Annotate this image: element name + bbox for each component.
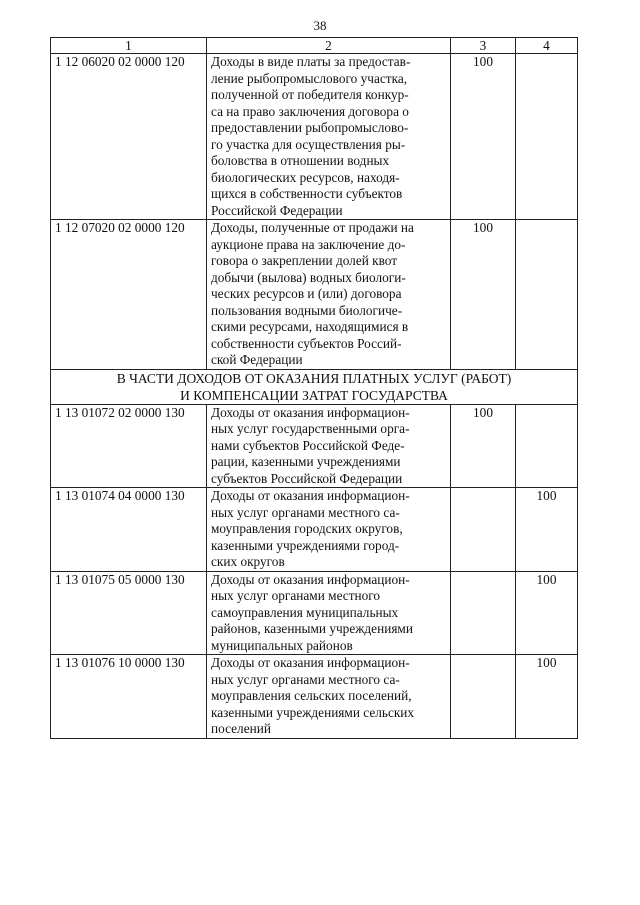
description-line: пользования водными биологиче- — [211, 302, 403, 318]
description-line: собственности субъектов Россий- — [211, 335, 402, 351]
column-3-value — [451, 488, 516, 572]
description-line: ских округов — [211, 554, 285, 569]
column-3-value: 100 — [451, 54, 516, 220]
description-line: моуправления сельских поселений, — [211, 688, 412, 703]
column-header-2: 2 — [207, 38, 451, 54]
column-header-3: 3 — [451, 38, 516, 54]
revenue-description — [207, 571, 451, 655]
description-line: казенными учреждениями город- — [211, 537, 400, 553]
description-line: ных услуг органами местного са- — [211, 504, 400, 520]
description-line: боловства в отношении водных — [211, 153, 390, 168]
description-line: субъектов Российской Федерации — [211, 470, 403, 486]
description-line: Доходы от оказания информацион- — [211, 655, 410, 670]
section-heading — [51, 369, 578, 404]
description-line: говора о закреплении долей квот — [211, 253, 398, 268]
description-line: ческих ресурсов и (или) договора — [211, 286, 402, 301]
description-line: муниципальных районов — [211, 637, 353, 653]
description-line: районов, казенными учреждениями — [211, 621, 413, 636]
description-line: скими ресурсами, находящимися в — [211, 319, 409, 334]
column-3-value: 100 — [451, 404, 516, 488]
revenue-code: 1 13 01072 02 0000 130 — [51, 404, 207, 488]
column-4-value — [516, 54, 578, 220]
column-4-value: 100 — [516, 571, 578, 655]
revenue-code: 1 13 01074 04 0000 130 — [51, 488, 207, 572]
revenue-code: 1 13 01076 10 0000 130 — [51, 655, 207, 739]
description-line: ление рыбопромыслового участка, — [211, 70, 408, 86]
description-line: ных услуг государственными орга- — [211, 421, 410, 436]
description-line: Доходы, полученные от продажи на — [211, 220, 414, 235]
revenue-description — [207, 655, 451, 739]
description-line: щихся в собственности субъектов — [211, 186, 403, 201]
description-line: го участка для осуществления ры- — [211, 136, 406, 152]
revenue-code: 1 12 07020 02 0000 120 — [51, 220, 207, 370]
column-4-value — [516, 220, 578, 370]
column-3-value — [451, 571, 516, 655]
table-row — [51, 220, 578, 370]
page-number: 38 — [313, 18, 327, 33]
description-line: поселений — [211, 721, 271, 736]
table-row — [51, 54, 578, 220]
description-line: Доходы от оказания информацион- — [211, 488, 410, 503]
section-heading-row — [51, 369, 578, 404]
revenue-description — [207, 54, 451, 220]
description-line: рации, казенными учреждениями — [211, 454, 401, 469]
table-row — [51, 488, 578, 572]
revenue-description — [207, 404, 451, 488]
column-3-value — [451, 655, 516, 739]
revenue-code: 1 12 06020 02 0000 120 — [51, 54, 207, 220]
revenue-code: 1 13 01075 05 0000 130 — [51, 571, 207, 655]
column-header-1: 1 — [51, 38, 207, 54]
description-line: Доходы от оказания информацион- — [211, 571, 410, 587]
description-line: Российской Федерации — [211, 202, 343, 218]
column-header-4: 4 — [516, 38, 578, 54]
revenue-description — [207, 488, 451, 572]
column-number-header-row — [51, 38, 578, 54]
description-line: добычи (вылова) водных биологи- — [211, 269, 406, 285]
description-line: казенными учреждениями сельских — [211, 704, 415, 720]
description-line: предоставлении рыбопромыслово- — [211, 120, 409, 135]
description-line: биологических ресурсов, находя- — [211, 169, 400, 185]
table-row — [51, 655, 578, 739]
column-4-value — [516, 404, 578, 488]
description-line: ных услуг органами местного са- — [211, 671, 400, 687]
column-3-value: 100 — [451, 220, 516, 370]
section-heading-line: В ЧАСТИ ДОХОДОВ ОТ ОКАЗАНИЯ ПЛАТНЫХ УСЛУГ (РАБОТ) — [116, 370, 512, 386]
table-row — [51, 404, 578, 488]
description-line: нами субъектов Российской Феде- — [211, 437, 405, 453]
description-line: Доходы от оказания информацион- — [211, 404, 410, 420]
description-line: ных услуг органами местного — [211, 588, 381, 603]
description-line: аукционе права на заключение до- — [211, 236, 406, 252]
revenue-classification-table — [50, 37, 578, 739]
column-4-value: 100 — [516, 655, 578, 739]
description-line: полученной от победителя конкур- — [211, 87, 409, 102]
description-line: са на право заключения договора о — [211, 103, 409, 119]
description-line: самоуправления муниципальных — [211, 604, 399, 620]
column-4-value: 100 — [516, 488, 578, 572]
description-line: моуправления городских округов, — [211, 521, 403, 536]
description-line: Доходы в виде платы за предостав- — [211, 54, 411, 69]
revenue-description — [207, 220, 451, 370]
table-row — [51, 571, 578, 655]
section-heading-line: И КОМПЕНСАЦИИ ЗАТРАТ ГОСУДАРСТВА — [180, 387, 448, 403]
description-line: ской Федерации — [211, 352, 303, 367]
